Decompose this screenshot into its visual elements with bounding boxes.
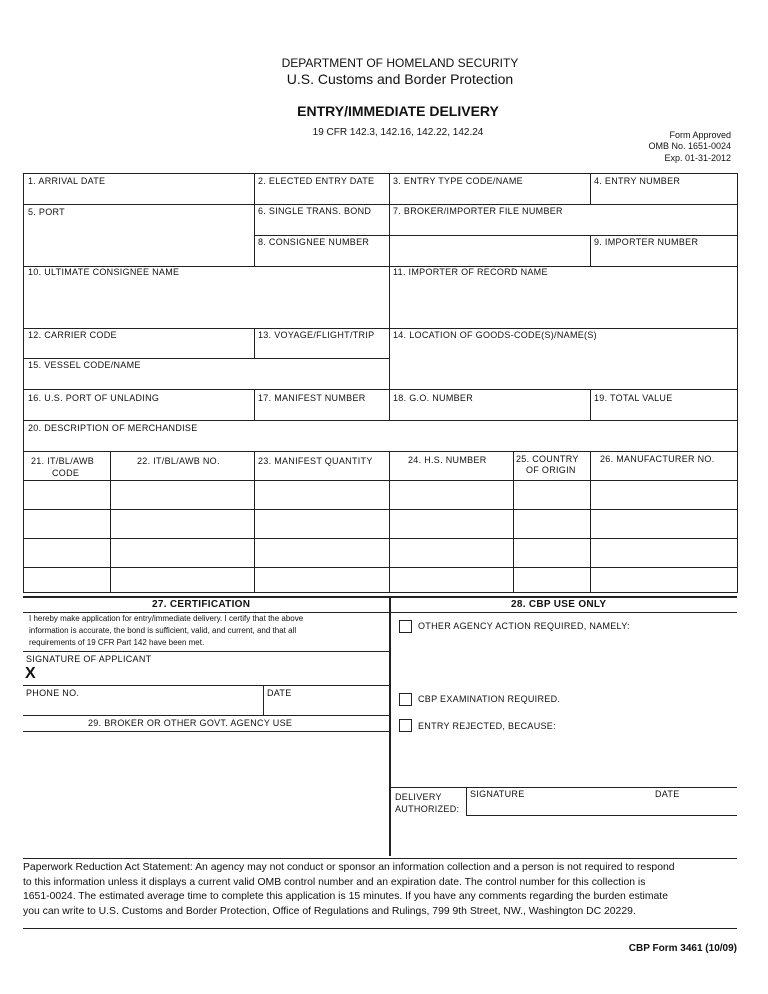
consignee-number-label: 8. CONSIGNEE NUMBER [258, 237, 370, 247]
expiration-date: Exp. 01-31-2012 [664, 153, 731, 163]
other-agency-label: OTHER AGENCY ACTION REQUIRED, NAMELY: [418, 621, 630, 631]
form-approved: Form Approved [669, 130, 731, 140]
col-country-1: 25. COUNTRY [516, 454, 579, 464]
voyage-flight-trip-label: 13. VOYAGE/FLIGHT/TRIP [258, 330, 375, 340]
delivery-label-1: DELIVERY [395, 792, 442, 802]
paperwork-line-1: Paperwork Reduction Act Statement: An agency may not conduct or sponsor an information collection and a person is not required to respond [23, 862, 675, 873]
elected-entry-date-label: 2. ELECTED ENTRY DATE [258, 176, 375, 186]
entry-rejected-label: ENTRY REJECTED, BECAUSE: [418, 721, 556, 731]
signature-of-applicant-label: SIGNATURE OF APPLICANT [26, 654, 152, 664]
col-country-2: OF ORIGIN [526, 465, 576, 475]
form-id: CBP Form 3461 (10/09) [628, 943, 737, 954]
description-label: 20. DESCRIPTION OF MERCHANDISE [28, 423, 198, 433]
other-agency-checkbox[interactable] [399, 620, 412, 633]
ultimate-consignee-label: 10. ULTIMATE CONSIGNEE NAME [28, 267, 180, 277]
certification-text-3: requirements of 19 CFR Part 142 have been met. [29, 638, 205, 647]
agency-name: U.S. Customs and Border Protection [286, 71, 514, 87]
department-name: DEPARTMENT OF HOMELAND SECURITY [281, 56, 519, 70]
go-number-label: 18. G.O. NUMBER [393, 393, 474, 403]
col-manifest-quantity: 23. MANIFEST QUANTITY [258, 456, 373, 466]
certification-title: 27. CERTIFICATION [152, 599, 251, 610]
port-label: 5. PORT [28, 207, 65, 217]
col-manufacturer-no: 26. MANUFACTURER NO. [600, 454, 715, 464]
manifest-number-label: 17. MANIFEST NUMBER [258, 393, 366, 403]
cbp-exam-label: CBP EXAMINATION REQUIRED. [418, 694, 561, 704]
single-trans-bond-label: 6. SINGLE TRANS. BOND [258, 206, 372, 216]
col-hs-number: 24. H.S. NUMBER [408, 455, 487, 465]
arrival-date-label: 1. ARRIVAL DATE [28, 176, 106, 186]
vessel-code-label: 15. VESSEL CODE/NAME [28, 360, 141, 370]
phone-number-label: PHONE NO. [26, 688, 80, 698]
certification-date-label: DATE [267, 688, 292, 698]
cbp-exam-checkbox[interactable] [399, 693, 412, 706]
omb-number: OMB No. 1651-0024 [648, 141, 731, 151]
cbp-use-title: 28. CBP USE ONLY [511, 599, 607, 610]
col-itblawb-no: 22. IT/BL/AWB NO. [137, 456, 220, 466]
col-itblawb-code-1: 21. IT/BL/AWB [31, 456, 95, 466]
certification-text-2: information is accurate, the bond is sufficient, valid, and current, and that all [29, 626, 297, 635]
paperwork-line-2: to this information unless it displays a current valid OMB control number and an expiration date. The control number for this collection is [23, 876, 646, 888]
paperwork-line-3: 1651-0024. The estimated average time to complete this application is 15 minutes. If you have any comments regarding the burden estimate [23, 891, 668, 903]
total-value-label: 19. TOTAL VALUE [594, 393, 673, 403]
cbp-signature-label: SIGNATURE [470, 789, 525, 799]
cbp-date-label: DATE [655, 789, 680, 799]
broker-file-number-label: 7. BROKER/IMPORTER FILE NUMBER [393, 206, 563, 216]
cfr-reference: 19 CFR 142.3, 142.16, 142.22, 142.24 [312, 127, 484, 138]
importer-number-label: 9. IMPORTER NUMBER [594, 237, 699, 247]
form-title: ENTRY/IMMEDIATE DELIVERY [297, 103, 499, 119]
carrier-code-label: 12. CARRIER CODE [28, 330, 117, 340]
delivery-label-2: AUTHORIZED: [395, 804, 460, 814]
signature-x-mark: X [25, 665, 36, 682]
broker-use-label: 29. BROKER OR OTHER GOVT. AGENCY USE [88, 718, 293, 728]
paperwork-statement [23, 861, 743, 919]
importer-of-record-label: 11. IMPORTER OF RECORD NAME [393, 267, 548, 277]
certification-text-1: I hereby make application for entry/immediate delivery. I certify that the above [29, 614, 304, 623]
entry-number-label: 4. ENTRY NUMBER [594, 176, 681, 186]
location-of-goods-label: 14. LOCATION OF GOODS-CODE(S)/NAME(S) [393, 330, 597, 340]
port-of-unlading-label: 16. U.S. PORT OF UNLADING [28, 393, 160, 403]
paperwork-line-4: you can write to U.S. Customs and Border Protection, Office of Regulations and Rulings, 799 9th Street, NW., Washington DC 20229. [23, 905, 636, 917]
col-itblawb-code-2: CODE [52, 468, 80, 478]
entry-rejected-checkbox[interactable] [399, 719, 412, 732]
entry-type-label: 3. ENTRY TYPE CODE/NAME [393, 176, 523, 186]
